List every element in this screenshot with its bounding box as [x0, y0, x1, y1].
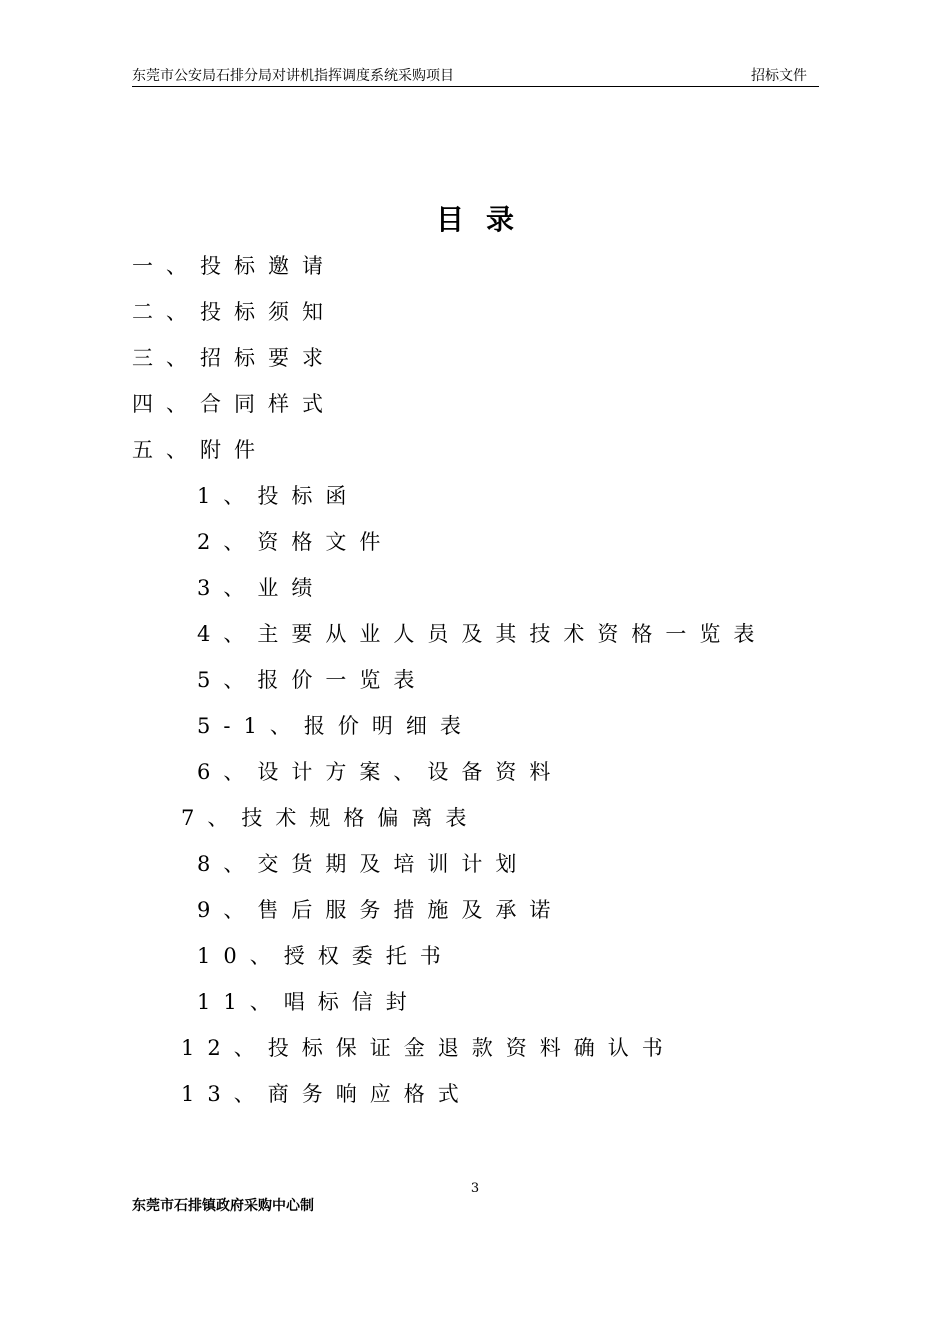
toc-item: 11、唱标信封 — [197, 990, 420, 1014]
toc-item: 13、商务响应格式 — [181, 1082, 472, 1106]
toc-item: 五、附件 — [132, 438, 268, 462]
page-title: 目录 — [435, 203, 536, 236]
toc-item: 3、业绩 — [197, 576, 326, 600]
toc-item: 10、授权委托书 — [197, 944, 454, 968]
toc-item: 9、售后服务措施及承诺 — [197, 898, 564, 922]
toc-item: 4、主要从业人员及其技术资格一览表 — [197, 622, 768, 646]
toc-item: 三、招标要求 — [132, 346, 336, 370]
page-number: 3 — [470, 1181, 480, 1196]
toc-item: 二、投标须知 — [132, 300, 336, 324]
toc-item: 一、投标邀请 — [132, 254, 336, 278]
toc-item: 5、报价一览表 — [197, 668, 428, 692]
header-document-type: 招标文件 — [751, 68, 807, 84]
page-footer: 东莞市石排镇政府采购中心制 — [132, 1198, 314, 1214]
toc-item: 5-1、报价明细表 — [197, 714, 474, 738]
page-header — [132, 66, 819, 87]
toc-item: 1、投标函 — [197, 484, 360, 508]
toc-item: 2、资格文件 — [197, 530, 394, 554]
toc-item: 7、技术规格偏离表 — [181, 806, 480, 830]
toc-item: 四、合同样式 — [132, 392, 336, 416]
toc-item: 8、交货期及培训计划 — [197, 852, 530, 876]
header-project-title: 东莞市公安局石排分局对讲机指挥调度系统采购项目 — [132, 68, 454, 84]
toc-item: 6、设计方案、设备资料 — [197, 760, 564, 784]
toc-item: 12、投标保证金退款资料确认书 — [181, 1036, 676, 1060]
